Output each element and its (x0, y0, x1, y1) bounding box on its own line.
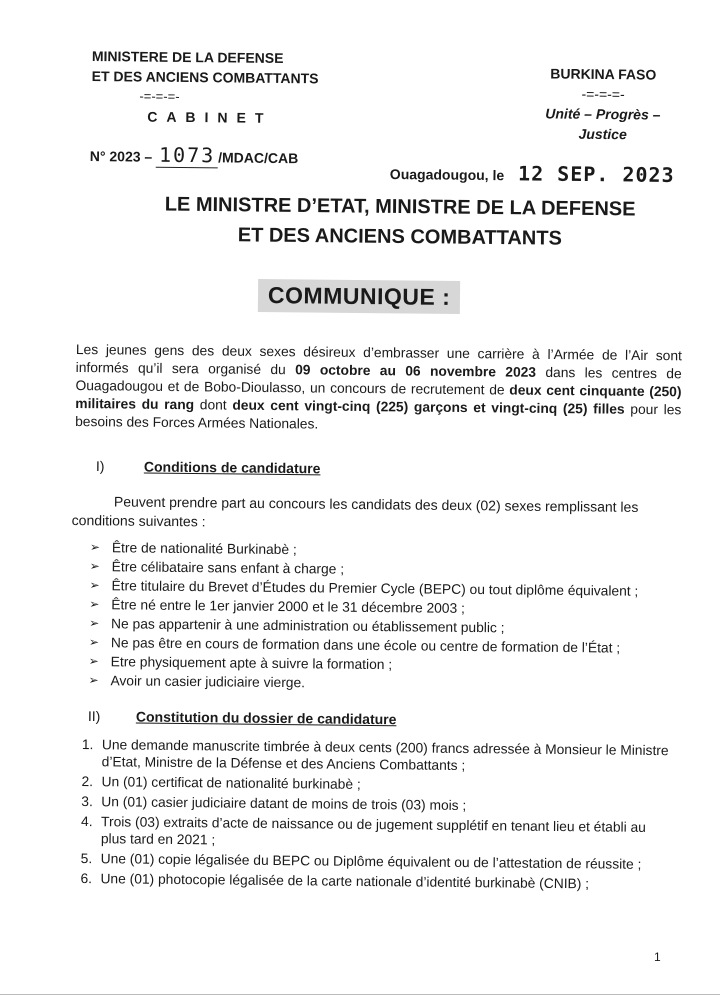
list-item: 6. Une (01) photocopie légalisée de la carte nationale d’identité burkinabè (CNIB) ; (80, 870, 590, 892)
reference-handwritten-number: 1073 (156, 143, 218, 169)
arrow-bullet-icon: ➢ (89, 558, 100, 574)
ministry-line2: ET DES ANCIENS COMBATTANTS (91, 67, 319, 87)
list-item: 1. Une demande manuscrite timbrée à deux cents (200) francs adressée à Monsieur le Ministre d’Etat, Ministre de la Défense et des Anciens Combattants ; (81, 736, 669, 774)
dossier-list (80, 736, 672, 896)
arrow-bullet-icon: ➢ (89, 596, 100, 612)
reference-number (90, 142, 299, 169)
header-separator-right: -=-=-=- (581, 85, 625, 103)
page-number: 1 (654, 950, 661, 964)
title-line1: LE MINISTRE D’ETAT, MINISTRE DE LA DEFENSE (164, 193, 636, 221)
intro-text-4: pour les besoins des Forces Armées Nationales. (75, 401, 682, 432)
section-1-intro: Peuvent prendre part au concours les candidats des deux (02) sexes remplissant les conditions suivantes : (71, 493, 639, 530)
list-item: ➢ Ne pas appartenir à une administration ou établissement public ; (89, 615, 505, 636)
intro-paragraph (75, 341, 682, 437)
list-item: ➢ Avoir un casier judiciaire vierge. (88, 672, 306, 691)
list-item: 4. Trois (03) extraits d’acte de naissance ou de jugement supplétif en tenant lieu et établi au plus tard en 2021 ; (81, 813, 646, 848)
intro-breakdown: deux cent vingt-cinq (225) garçons et vingt-cinq (25) filles (232, 397, 625, 417)
ministry-line1: MINISTERE DE LA DEFENSE (91, 47, 284, 67)
section-2-title: Constitution du dossier de candidature (135, 708, 397, 728)
list-item: ➢ Être né entre le 1er janvier 2000 et le 31 décembre 2003 ; (89, 596, 465, 616)
intro-dates: 09 octobre au 06 novembre 2023 (295, 362, 537, 380)
intro-total: deux cent cinquante (250) militaires du rang (75, 382, 682, 413)
section-1-title: Conditions de candidature (143, 458, 321, 477)
cabinet-label: CABINET (147, 108, 273, 126)
page-edge-line (0, 994, 720, 995)
dateline (390, 160, 675, 187)
list-item: 2. Un (01) certificat de nationalité burkinabè ; (81, 773, 361, 792)
country-name: BURKINA FASO (550, 65, 657, 83)
reference-prefix: N° 2023 – (89, 147, 153, 165)
list-item: ➢ Être titulaire du Brevet d’Études du Premier Cycle (BEPC) ou tout diplôme équivalent ; (89, 577, 639, 599)
arrow-bullet-icon: ➢ (88, 672, 99, 688)
arrow-bullet-icon: ➢ (88, 653, 99, 669)
conditions-list (88, 538, 690, 696)
national-motto: Unité – Progrès – Justice (545, 105, 661, 143)
arrow-bullet-icon: ➢ (89, 615, 100, 631)
date-stamp: 12 SEP. 2023 (517, 161, 675, 187)
intro-text-3: dont (194, 397, 233, 413)
communique-heading: COMMUNIQUE : (258, 279, 461, 314)
list-item: ➢ Être de nationalité Burkinabè ; (89, 539, 297, 558)
list-item: 3. Un (01) casier judiciaire datant de moins de trois (03) mois ; (81, 793, 467, 814)
dateline-place: Ouagadougou, le (389, 165, 505, 184)
ministry-header (91, 46, 319, 128)
header-separator-left: -=-=-=- (139, 88, 180, 104)
section-1-numeral: I) (95, 458, 105, 475)
arrow-bullet-icon: ➢ (89, 577, 100, 593)
title-line2: ET DES ANCIENS COMBATTANTS (237, 224, 562, 250)
arrow-bullet-icon: ➢ (88, 634, 100, 650)
reference-suffix: /MDAC/CAB (218, 149, 299, 167)
intro-text-2: dans les centres de Ouagadougou et de Bobo-Dioulasso, un concours de recrutement de (75, 364, 682, 398)
section-2-numeral: II) (87, 708, 101, 725)
list-item: 5. Une (01) copie légalisée du BEPC ou Diplôme équivalent ou de l’attestation de réussite ; (80, 850, 642, 872)
document-title (90, 189, 711, 255)
section-1-heading (96, 458, 321, 476)
list-item: ➢ Etre physiquement apte à suivre la formation ; (88, 653, 393, 673)
country-header (528, 63, 679, 145)
list-item: ➢ Ne pas être en cours de formation dans une école ou centre de formation de l’État ; (88, 634, 621, 656)
list-item: ➢ Être célibataire sans enfant à charge ; (89, 558, 345, 577)
intro-text-1: Les jeunes gens des deux sexes désireux d’embrasser une carrière à l’Armée de l’Air sont informés qu’il sera organisé du (75, 341, 682, 378)
arrow-bullet-icon: ➢ (89, 539, 101, 555)
section-2-heading (88, 708, 397, 727)
